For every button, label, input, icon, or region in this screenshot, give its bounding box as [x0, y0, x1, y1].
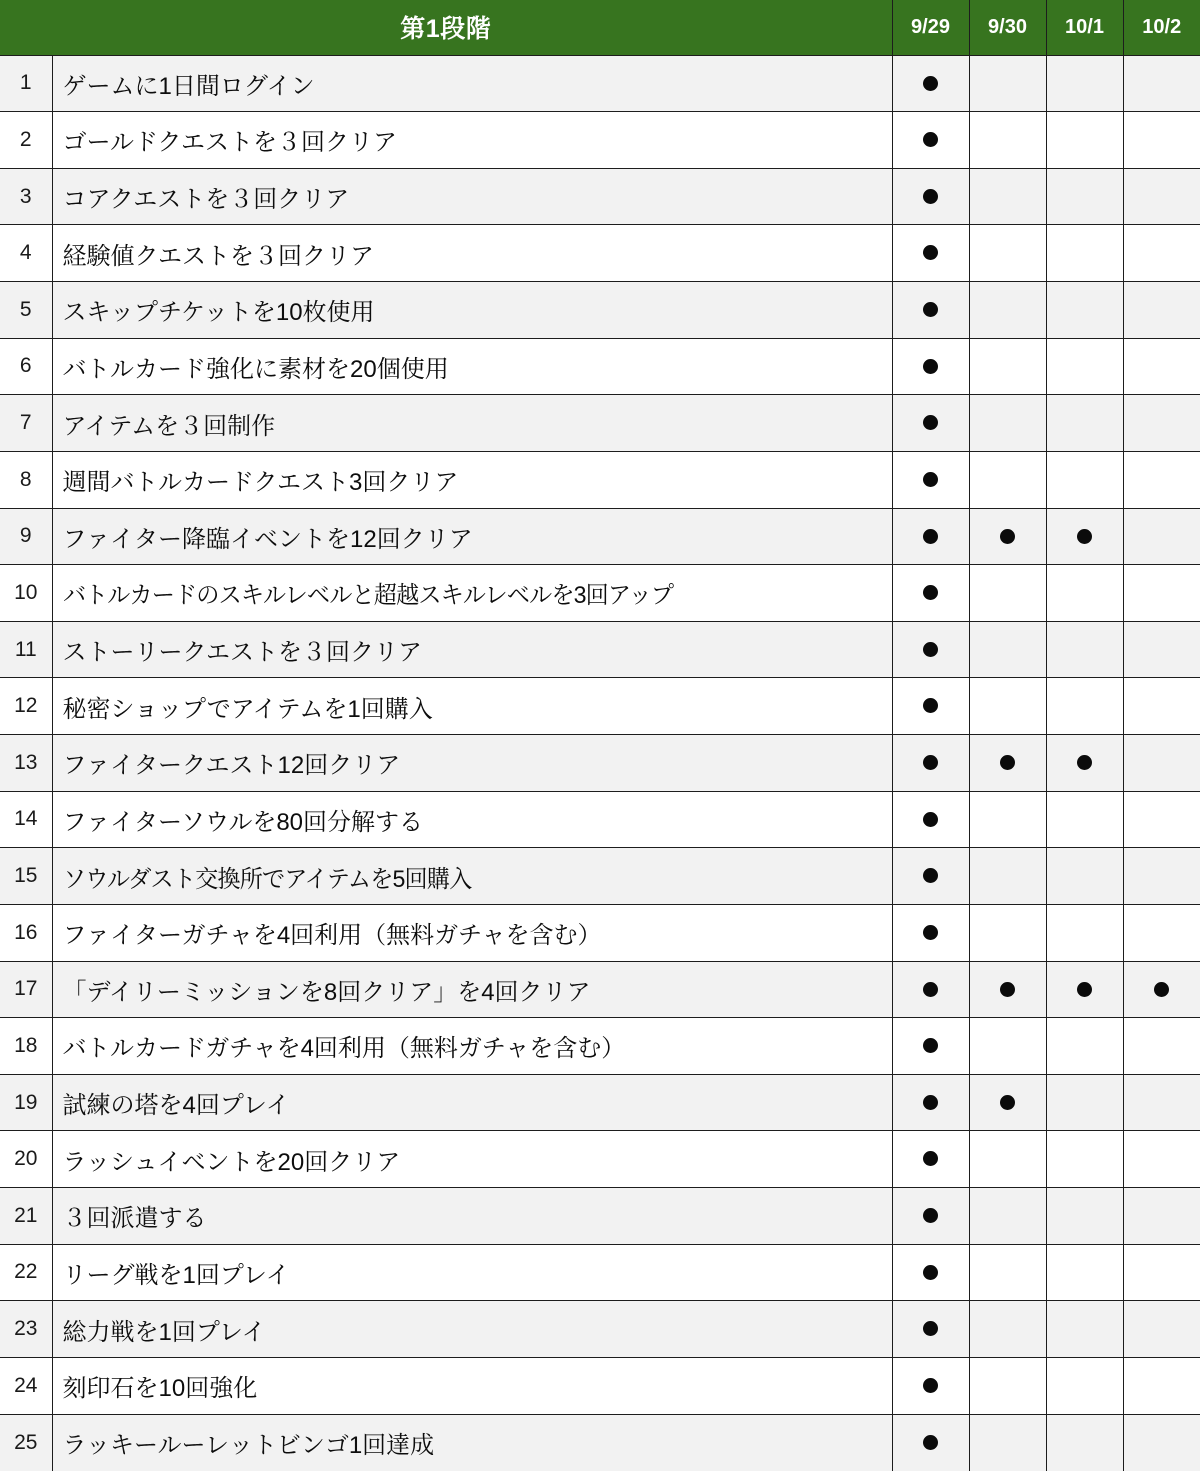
availability-cell-9-29: [892, 1131, 969, 1188]
mission-description: [52, 395, 892, 452]
mission-description: [52, 1074, 892, 1131]
dot-marker-icon: [923, 868, 938, 883]
dot-marker-icon: [923, 1151, 938, 1166]
availability-cell-9-29: [892, 168, 969, 225]
availability-cell-9-30: [969, 55, 1046, 112]
availability-cell-10-1: [1046, 904, 1123, 961]
availability-cell-10-1: [1046, 1301, 1123, 1358]
dot-marker-icon: [923, 1208, 938, 1223]
availability-cell-10-2: [1123, 1301, 1200, 1358]
mission-description: [52, 961, 892, 1018]
table-row: [0, 55, 1200, 112]
availability-cell-10-2: [1123, 508, 1200, 565]
availability-cell-10-2: [1123, 1074, 1200, 1131]
dot-marker-icon: [1000, 529, 1015, 544]
availability-cell-10-1: [1046, 168, 1123, 225]
availability-cell-9-29: [892, 1301, 969, 1358]
mission-description-text: 「デイリーミッションを8回クリア」を4回クリア: [62, 978, 591, 1006]
row-number: 7: [0, 395, 52, 452]
availability-cell-9-30: [969, 451, 1046, 508]
table-row: [0, 621, 1200, 678]
mission-description-text: ファイタークエスト12回クリア: [62, 752, 401, 780]
mission-description-text: ラッシュイベントを20回クリア: [62, 1148, 401, 1176]
availability-cell-10-2: [1123, 1244, 1200, 1301]
availability-cell-9-30: [969, 1018, 1046, 1075]
mission-description-text: ファイターソウルを80回分解する: [62, 808, 424, 836]
availability-cell-10-2: [1123, 961, 1200, 1018]
mission-description-text: バトルカードガチャを4回利用（無料ガチャを含む）: [62, 1035, 626, 1063]
row-number: 13: [0, 735, 52, 792]
availability-cell-10-2: [1123, 112, 1200, 169]
header-row: [0, 0, 1200, 55]
mission-description: [52, 1357, 892, 1414]
availability-cell-10-1: [1046, 395, 1123, 452]
availability-cell-10-1: [1046, 55, 1123, 112]
availability-cell-10-1: [1046, 508, 1123, 565]
mission-description-text: アイテムを３回制作: [62, 412, 276, 440]
dot-marker-icon: [1000, 1095, 1015, 1110]
table-row: [0, 961, 1200, 1018]
availability-cell-9-30: [969, 1414, 1046, 1471]
table-row: [0, 904, 1200, 961]
availability-cell-9-30: [969, 1301, 1046, 1358]
availability-cell-9-29: [892, 55, 969, 112]
availability-cell-10-1: [1046, 961, 1123, 1018]
availability-cell-10-2: [1123, 451, 1200, 508]
table-row: [0, 1244, 1200, 1301]
availability-cell-9-30: [969, 1074, 1046, 1131]
mission-description-text: ストーリークエストを３回クリア: [62, 639, 423, 667]
mission-description-text: リーグ戦を1回プレイ: [62, 1261, 290, 1289]
table-row: [0, 225, 1200, 282]
dot-marker-icon: [1000, 982, 1015, 997]
availability-cell-10-1: [1046, 791, 1123, 848]
dot-marker-icon: [923, 415, 938, 430]
mission-description-text: ラッキールーレットビンゴ1回達成: [62, 1432, 435, 1460]
mission-description: [52, 338, 892, 395]
mission-description: [52, 565, 892, 622]
table-row: [0, 1074, 1200, 1131]
availability-cell-9-29: [892, 451, 969, 508]
table-row: [0, 508, 1200, 565]
table-row: [0, 678, 1200, 735]
table-row: [0, 1357, 1200, 1414]
mission-description: [52, 1131, 892, 1188]
mission-description: [52, 1414, 892, 1471]
availability-cell-9-30: [969, 904, 1046, 961]
availability-cell-9-29: [892, 282, 969, 339]
mission-description-text: ３回派遣する: [62, 1205, 207, 1233]
dot-marker-icon: [923, 472, 938, 487]
date-header-1: 9/29: [892, 0, 969, 55]
dot-marker-icon: [923, 585, 938, 600]
dot-marker-icon: [1077, 982, 1092, 997]
row-number: 22: [0, 1244, 52, 1301]
row-number: 5: [0, 282, 52, 339]
dot-marker-icon: [923, 302, 938, 317]
availability-cell-9-29: [892, 848, 969, 905]
mission-description-text: ソウルダスト交換所でアイテムを5回購入: [62, 865, 471, 893]
dot-marker-icon: [923, 1265, 938, 1280]
row-number: 24: [0, 1357, 52, 1414]
dot-marker-icon: [923, 642, 938, 657]
availability-cell-10-1: [1046, 1414, 1123, 1471]
mission-description: [52, 678, 892, 735]
mission-description: [52, 168, 892, 225]
row-number: 14: [0, 791, 52, 848]
dot-marker-icon: [1077, 529, 1092, 544]
dot-marker-icon: [923, 1435, 938, 1450]
availability-cell-10-1: [1046, 1131, 1123, 1188]
availability-cell-10-1: [1046, 565, 1123, 622]
mission-description: [52, 55, 892, 112]
availability-cell-10-1: [1046, 1074, 1123, 1131]
row-number: 4: [0, 225, 52, 282]
date-header-4: 10/2: [1123, 0, 1200, 55]
availability-cell-9-30: [969, 1357, 1046, 1414]
availability-cell-10-2: [1123, 1188, 1200, 1245]
availability-cell-9-30: [969, 678, 1046, 735]
table-row: [0, 735, 1200, 792]
availability-cell-9-29: [892, 791, 969, 848]
availability-cell-9-30: [969, 282, 1046, 339]
row-number: 12: [0, 678, 52, 735]
availability-cell-10-2: [1123, 621, 1200, 678]
row-number: 8: [0, 451, 52, 508]
availability-cell-9-30: [969, 735, 1046, 792]
row-number: 17: [0, 961, 52, 1018]
availability-cell-9-29: [892, 225, 969, 282]
availability-cell-10-2: [1123, 565, 1200, 622]
dot-marker-icon: [923, 1095, 938, 1110]
mission-description-text: バトルカード強化に素材を20個使用: [62, 355, 449, 383]
availability-cell-9-30: [969, 112, 1046, 169]
mission-description-text: 経験値クエストを３回クリア: [62, 242, 375, 270]
availability-cell-9-30: [969, 621, 1046, 678]
mission-description: [52, 735, 892, 792]
table-row: [0, 848, 1200, 905]
dot-marker-icon: [923, 812, 938, 827]
mission-description: [52, 451, 892, 508]
dot-marker-icon: [923, 982, 938, 997]
table-row: [0, 1301, 1200, 1358]
mission-description-text: スキップチケットを10枚使用: [62, 299, 375, 327]
table-row: [0, 112, 1200, 169]
table-row: [0, 1414, 1200, 1471]
mission-description: [52, 1244, 892, 1301]
dot-marker-icon: [923, 1321, 938, 1336]
availability-cell-9-29: [892, 565, 969, 622]
table-row: [0, 1131, 1200, 1188]
availability-cell-10-2: [1123, 1018, 1200, 1075]
row-number: 23: [0, 1301, 52, 1358]
availability-cell-10-1: [1046, 282, 1123, 339]
availability-cell-10-1: [1046, 848, 1123, 905]
mission-description-text: コアクエストを３回クリア: [62, 186, 350, 214]
availability-cell-9-30: [969, 961, 1046, 1018]
availability-cell-9-29: [892, 1188, 969, 1245]
mission-description: [52, 1188, 892, 1245]
availability-cell-10-2: [1123, 848, 1200, 905]
table-body: [0, 55, 1200, 1471]
date-header-2: 9/30: [969, 0, 1046, 55]
mission-description-text: 試練の塔を4回プレイ: [62, 1092, 290, 1120]
availability-cell-9-29: [892, 621, 969, 678]
availability-cell-10-2: [1123, 1131, 1200, 1188]
dot-marker-icon: [923, 1038, 938, 1053]
stage-title-header: 第1段階: [0, 0, 892, 55]
availability-cell-10-2: [1123, 735, 1200, 792]
availability-cell-10-2: [1123, 1414, 1200, 1471]
availability-cell-10-1: [1046, 451, 1123, 508]
availability-cell-10-2: [1123, 168, 1200, 225]
table-row: [0, 282, 1200, 339]
availability-cell-9-30: [969, 565, 1046, 622]
mission-description-text: ファイターガチャを4回利用（無料ガチャを含む）: [62, 922, 602, 950]
availability-cell-9-29: [892, 904, 969, 961]
availability-cell-10-1: [1046, 112, 1123, 169]
availability-cell-10-2: [1123, 791, 1200, 848]
availability-cell-10-1: [1046, 621, 1123, 678]
availability-cell-9-30: [969, 791, 1046, 848]
table-row: [0, 1188, 1200, 1245]
row-number: 3: [0, 168, 52, 225]
availability-cell-9-30: [969, 1188, 1046, 1245]
availability-cell-9-29: [892, 1074, 969, 1131]
availability-cell-10-1: [1046, 1357, 1123, 1414]
mission-description-text: バトルカードのスキルレベルと超越スキルレベルを3回アップ: [62, 582, 673, 610]
availability-cell-10-2: [1123, 282, 1200, 339]
mission-description: [52, 508, 892, 565]
availability-cell-10-1: [1046, 1244, 1123, 1301]
dot-marker-icon: [923, 132, 938, 147]
mission-description-text: 秘密ショップでアイテムを1回購入: [62, 695, 433, 723]
row-number: 21: [0, 1188, 52, 1245]
mission-description-text: ゲームに1日間ログイン: [62, 72, 315, 100]
availability-cell-10-2: [1123, 678, 1200, 735]
dot-marker-icon: [923, 1378, 938, 1393]
availability-cell-9-30: [969, 848, 1046, 905]
mission-description: [52, 791, 892, 848]
availability-cell-10-2: [1123, 395, 1200, 452]
table-row: [0, 1018, 1200, 1075]
dot-marker-icon: [923, 189, 938, 204]
availability-cell-10-2: [1123, 1357, 1200, 1414]
dot-marker-icon: [923, 925, 938, 940]
row-number: 9: [0, 508, 52, 565]
date-header-3: 10/1: [1046, 0, 1123, 55]
table-row: [0, 565, 1200, 622]
availability-cell-9-30: [969, 168, 1046, 225]
availability-cell-9-30: [969, 395, 1046, 452]
mission-description-text: 刻印石を10回強化: [62, 1375, 258, 1403]
row-number: 19: [0, 1074, 52, 1131]
availability-cell-9-29: [892, 1244, 969, 1301]
mission-description-text: 総力戦を1回プレイ: [62, 1318, 266, 1346]
dot-marker-icon: [1000, 755, 1015, 770]
row-number: 10: [0, 565, 52, 622]
table-header: [0, 0, 1200, 55]
row-number: 11: [0, 621, 52, 678]
availability-cell-9-29: [892, 1357, 969, 1414]
mission-description: [52, 1301, 892, 1358]
row-number: 20: [0, 1131, 52, 1188]
availability-cell-9-29: [892, 112, 969, 169]
table-row: [0, 338, 1200, 395]
dot-marker-icon: [923, 698, 938, 713]
row-number: 6: [0, 338, 52, 395]
mission-description: [52, 848, 892, 905]
dot-marker-icon: [923, 755, 938, 770]
row-number: 2: [0, 112, 52, 169]
table-row: [0, 451, 1200, 508]
mission-description: [52, 225, 892, 282]
row-number: 16: [0, 904, 52, 961]
mission-description-text: 週間バトルカードクエスト3回クリア: [62, 469, 459, 497]
row-number: 18: [0, 1018, 52, 1075]
availability-cell-9-30: [969, 1131, 1046, 1188]
mission-description: [52, 112, 892, 169]
availability-cell-9-30: [969, 338, 1046, 395]
dot-marker-icon: [923, 245, 938, 260]
availability-cell-9-30: [969, 1244, 1046, 1301]
availability-cell-10-2: [1123, 225, 1200, 282]
row-number: 15: [0, 848, 52, 905]
availability-cell-10-1: [1046, 1188, 1123, 1245]
table-row: [0, 395, 1200, 452]
mission-description: [52, 282, 892, 339]
availability-cell-10-1: [1046, 735, 1123, 792]
dot-marker-icon: [1154, 982, 1169, 997]
table-row: [0, 168, 1200, 225]
availability-cell-9-29: [892, 1018, 969, 1075]
row-number: 25: [0, 1414, 52, 1471]
availability-cell-9-29: [892, 508, 969, 565]
availability-cell-10-1: [1046, 225, 1123, 282]
availability-cell-10-1: [1046, 338, 1123, 395]
availability-cell-10-2: [1123, 338, 1200, 395]
availability-cell-10-2: [1123, 55, 1200, 112]
dot-marker-icon: [923, 76, 938, 91]
table-row: [0, 791, 1200, 848]
availability-cell-9-30: [969, 508, 1046, 565]
availability-cell-9-29: [892, 735, 969, 792]
availability-cell-9-29: [892, 395, 969, 452]
availability-cell-10-1: [1046, 678, 1123, 735]
mission-description-text: ゴールドクエストを３回クリア: [62, 129, 398, 157]
dot-marker-icon: [923, 359, 938, 374]
mission-description: [52, 904, 892, 961]
availability-cell-10-2: [1123, 904, 1200, 961]
row-number: 1: [0, 55, 52, 112]
mission-description-text: ファイター降臨イベントを12回クリア: [62, 525, 473, 553]
availability-cell-9-30: [969, 225, 1046, 282]
mission-description: [52, 621, 892, 678]
mission-description: [52, 1018, 892, 1075]
dot-marker-icon: [1077, 755, 1092, 770]
availability-cell-9-29: [892, 1414, 969, 1471]
availability-cell-9-29: [892, 338, 969, 395]
availability-cell-10-1: [1046, 1018, 1123, 1075]
dot-marker-icon: [923, 529, 938, 544]
availability-cell-9-29: [892, 678, 969, 735]
availability-cell-9-29: [892, 961, 969, 1018]
